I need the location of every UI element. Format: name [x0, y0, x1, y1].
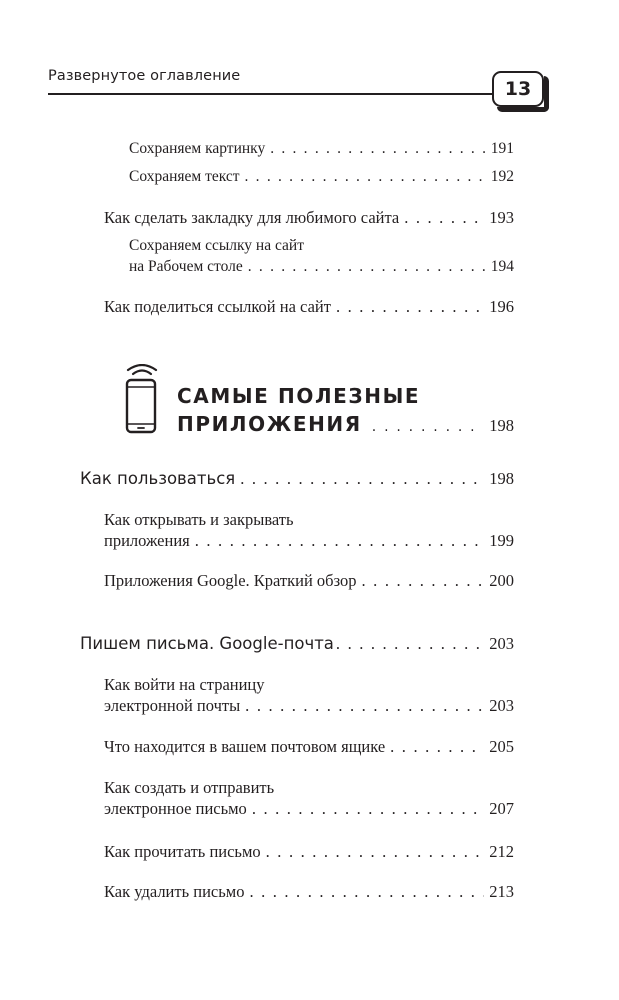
- toc-entry[interactable]: [129, 168, 514, 186]
- toc-entry[interactable]: [129, 140, 514, 158]
- toc-entry-label: Как удалить письмо: [104, 882, 245, 901]
- toc-entry-label: Сохраняем картинку: [129, 140, 266, 157]
- toc-entry-label: Сохраняем текст: [129, 168, 240, 185]
- toc-entry-page: 194: [490, 258, 514, 275]
- section-title-line2: ПРИЛОЖЕНИЯ: [177, 412, 362, 436]
- leader-dots: [266, 842, 485, 862]
- toc-entry-label: на Рабочем столе: [129, 258, 243, 275]
- toc-entry-label-line1: Сохраняем ссылку на сайт: [129, 237, 304, 254]
- toc-entry-label-line1: Как войти на страницу: [104, 675, 265, 694]
- toc-entry-label: электронной почты: [104, 696, 241, 715]
- toc-entry-page: 200: [489, 571, 514, 590]
- leader-dots: [249, 882, 484, 902]
- toc-entry[interactable]: [104, 297, 514, 317]
- toc-entry-page: 199: [489, 531, 514, 550]
- toc-entry[interactable]: [104, 737, 514, 757]
- chapter-page: 198: [489, 469, 514, 488]
- chapter-title: Пишем письма. Google-почта: [80, 634, 334, 653]
- toc-entry-page: 205: [489, 737, 514, 756]
- page-number-badge: 13: [492, 71, 544, 107]
- smartphone-wireless-icon: [120, 364, 164, 436]
- toc-entry-page: 196: [489, 297, 514, 316]
- leader-dots: [240, 469, 484, 489]
- chapter-page: 203: [489, 634, 514, 653]
- leader-dots: [245, 168, 486, 186]
- toc-entry-label: электронное письмо: [104, 799, 247, 818]
- chapter-title: Как пользоваться: [80, 469, 236, 488]
- section-page: 198: [489, 416, 514, 435]
- toc-entry[interactable]: [104, 882, 514, 902]
- toc-entry-label: Как поделиться ссылкой на сайт: [104, 297, 331, 316]
- toc-entry-page: 207: [489, 799, 514, 818]
- leader-dots: [372, 419, 484, 435]
- toc-entry-label: приложения: [104, 531, 190, 550]
- toc-entry-label: Приложения Google. Краткий обзор: [104, 571, 357, 590]
- toc-entry[interactable]: [104, 799, 514, 819]
- leader-dots: [245, 696, 484, 716]
- toc-entry[interactable]: [104, 531, 514, 551]
- section-title-line1: САМЫЕ ПОЛЕЗНЫЕ: [177, 384, 421, 408]
- toc-entry-page: 192: [490, 168, 514, 185]
- header-rule: [48, 93, 494, 95]
- chapter-entry[interactable]: [80, 469, 514, 489]
- toc-entry-label-line1: Как создать и отправить: [104, 778, 275, 797]
- leader-dots: [362, 571, 485, 591]
- toc-entry[interactable]: [129, 258, 514, 276]
- toc-entry-page: 213: [489, 882, 514, 901]
- running-header-title: Развернутое оглавление: [48, 68, 241, 84]
- toc-entry[interactable]: [104, 842, 514, 862]
- toc-entry[interactable]: [104, 696, 514, 716]
- toc-entry[interactable]: [104, 208, 514, 228]
- toc-entry[interactable]: [104, 571, 514, 591]
- toc-entry-page: 203: [489, 696, 514, 715]
- leader-dots: [252, 799, 484, 819]
- toc-entry-page: 212: [489, 842, 514, 861]
- leader-dots: [404, 208, 484, 228]
- toc-entry-label: Как прочитать письмо: [104, 842, 261, 861]
- toc-entry-label-line1: Как открывать и закрывать: [104, 510, 294, 529]
- section-entry[interactable]: [177, 412, 514, 436]
- leader-dots: [336, 297, 484, 317]
- toc-entry-label: Что находится в вашем почтовом ящике: [104, 737, 386, 756]
- toc-entry-page: 191: [490, 140, 514, 157]
- toc-entry-label: Как сделать закладку для любимого сайта: [104, 208, 400, 227]
- leader-dots: [390, 737, 484, 757]
- leader-dots: [336, 634, 484, 654]
- leader-dots: [270, 140, 486, 158]
- toc-entry-page: 193: [489, 208, 514, 227]
- leader-dots: [195, 531, 485, 551]
- leader-dots: [248, 258, 486, 276]
- chapter-entry[interactable]: [80, 634, 514, 654]
